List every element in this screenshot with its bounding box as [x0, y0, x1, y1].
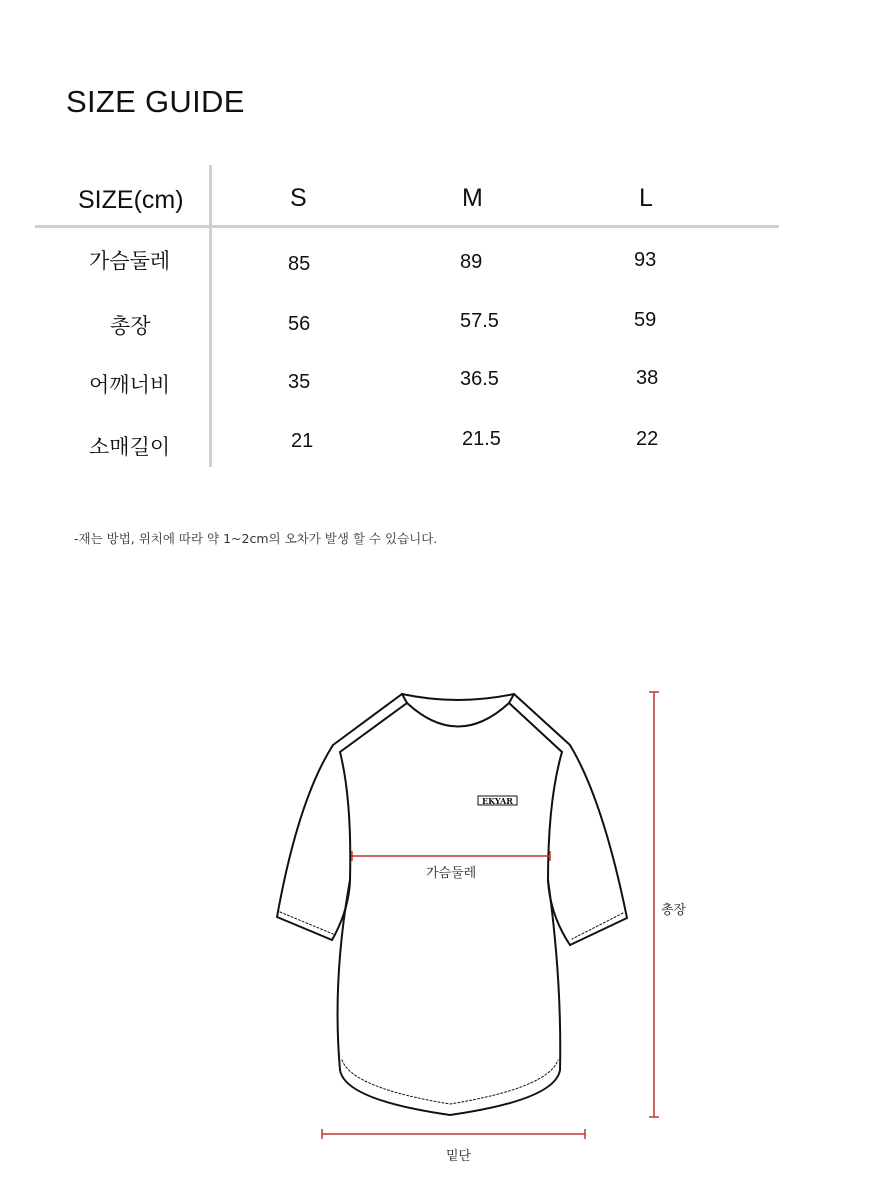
table-header-divider	[35, 225, 779, 228]
cell-chest-l: 93	[634, 249, 657, 271]
length-measure-line	[649, 692, 659, 1117]
cell-shoulder-l: 38	[636, 367, 659, 389]
row-label-sleeve: 소매길이	[89, 435, 171, 459]
length-measure-label: 총장	[661, 903, 687, 918]
size-corner-label: SIZE(cm)	[78, 186, 184, 214]
row-label-shoulder: 어깨너비	[89, 373, 171, 397]
cell-shoulder-s: 35	[288, 371, 311, 393]
size-header-l: L	[639, 184, 653, 212]
cell-shoulder-m: 36.5	[460, 368, 499, 390]
table-vertical-divider	[209, 165, 212, 467]
size-header-s: S	[290, 184, 307, 212]
size-header-m: M	[462, 184, 483, 212]
measurement-note: -재는 방법, 위치에 따라 약 1~2cm의 오차가 발생 할 수 있습니다.	[74, 531, 438, 546]
page-title: SIZE GUIDE	[66, 84, 245, 119]
hem-measure-line	[322, 1129, 585, 1139]
hem-measure-label: 밑단	[446, 1149, 472, 1164]
chest-logo: EKYAR	[482, 796, 513, 806]
chest-measure-line	[352, 851, 550, 861]
cell-sleeve-s: 21	[291, 430, 314, 452]
cell-chest-s: 85	[288, 253, 311, 275]
row-label-chest: 가슴둘레	[89, 249, 171, 273]
cell-length-l: 59	[634, 309, 657, 331]
cell-length-m: 57.5	[460, 310, 499, 332]
row-label-length: 총장	[110, 314, 151, 338]
logo-box	[478, 796, 517, 805]
tshirt-outline	[277, 694, 627, 1115]
cell-length-s: 56	[288, 313, 311, 335]
size-table	[0, 0, 872, 480]
chest-measure-label: 가슴둘레	[426, 866, 477, 881]
cell-sleeve-m: 21.5	[462, 428, 501, 450]
cell-sleeve-l: 22	[636, 428, 659, 450]
cell-chest-m: 89	[460, 251, 483, 273]
